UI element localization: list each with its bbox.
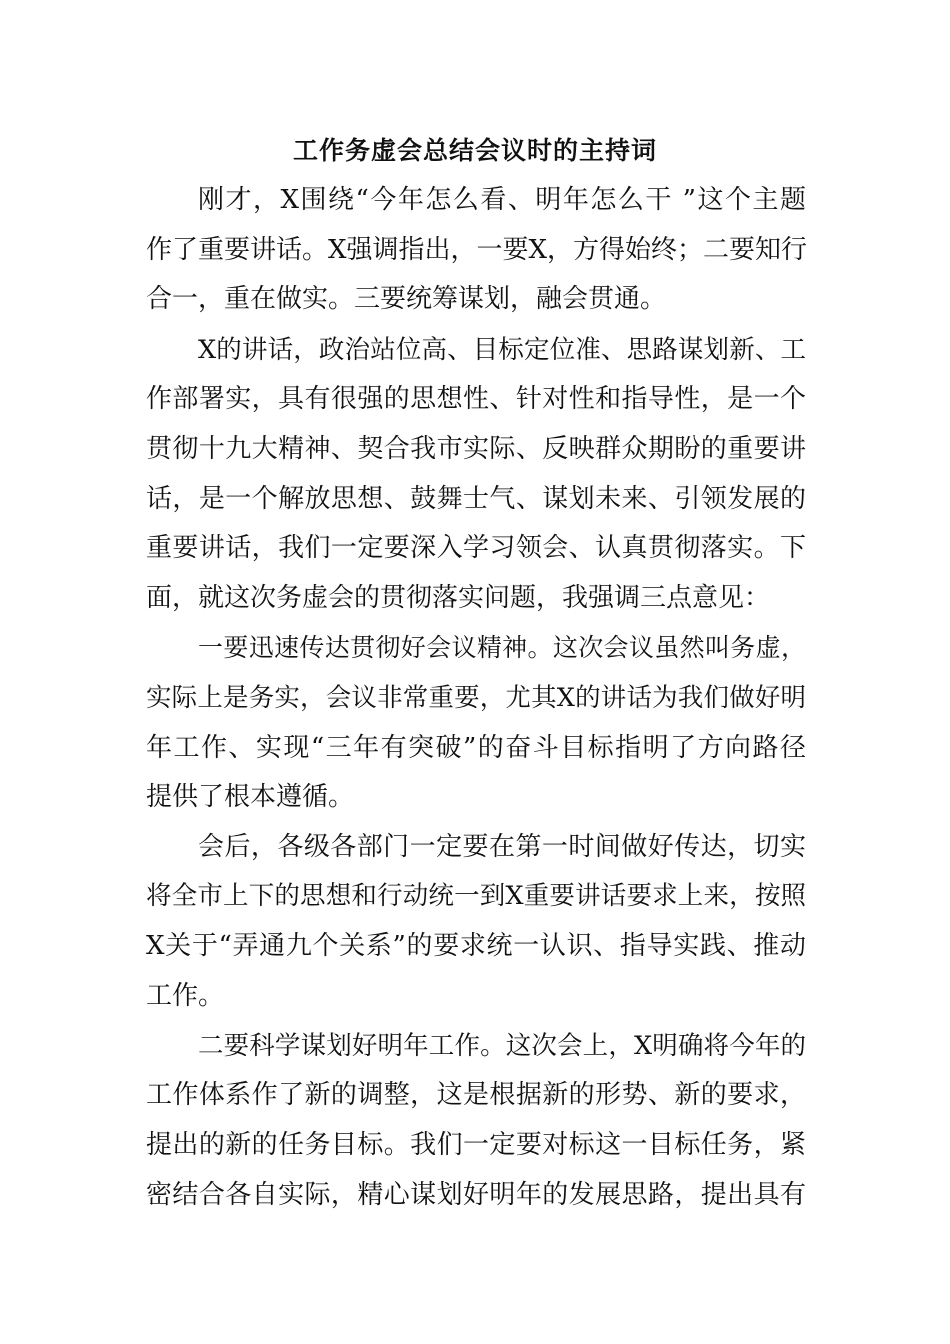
paragraph-line: 作了重要讲话。X强调指出，一要X，方得始终；二要知行 (146, 235, 808, 265)
paragraph-line: X的讲话，政治站位高、目标定位准、思路谋划新、工 (198, 335, 806, 365)
paragraph-line: 将全市上下的思想和行动统一到X重要讲话要求上来，按照 (146, 881, 806, 911)
paragraph-line: 作部署实，具有很强的思想性、针对性和指导性，是一个 (146, 384, 806, 414)
paragraph-line: X关于“弄通九个关系”的要求统一认识、指导实践、推动 (146, 931, 806, 961)
paragraph-line: 重要讲话，我们一定要深入学习领会、认真贯彻落实。下 (146, 533, 806, 563)
paragraph-line: 年工作、实现“三年有突破”的奋斗目标指明了方向路径 (146, 733, 806, 763)
paragraph-line: 合一，重在做实。三要统筹谋划，融会贯通。 (146, 284, 667, 314)
paragraph-line: 提供了根本遵循。 (146, 782, 355, 812)
paragraph-line: 贯彻十九大精神、契合我市实际、反映群众期盼的重要讲 (146, 434, 806, 464)
paragraph-line: 提出的新的任务目标。我们一定要对标这一目标任务，紧 (146, 1130, 806, 1160)
paragraph-line: 密结合各自实际，精心谋划好明年的发展思路，提出具有 (146, 1180, 806, 1210)
paragraph-line: 二要科学谋划好明年工作。这次会上，X明确将今年的 (198, 1031, 806, 1061)
paragraph-line: 实际上是务实，会议非常重要，尤其X的讲话为我们做好明 (146, 683, 806, 713)
paragraph-line: 话，是一个解放思想、鼓舞士气、谋划未来、引领发展的 (146, 484, 806, 514)
paragraph-line: 一要迅速传达贯彻好会议精神。这次会议虽然叫务虚， (198, 633, 806, 662)
paragraph-line: 会后，各级各部门一定要在第一时间做好传达，切实 (198, 832, 806, 862)
paragraph-line: 刚才，X围绕“今年怎么看、明年怎么干 ”这个主题 (198, 185, 806, 215)
paragraph-line: 工作体系作了新的调整，这是根据新的形势、新的要求， (146, 1080, 806, 1110)
paragraph-line: 工作。 (146, 981, 225, 1011)
paragraph-line: 面，就这次务虚会的贯彻落实问题，我强调三点意见： (146, 583, 771, 613)
document-title: 工作务虚会总结会议时的主持词 (292, 136, 657, 165)
